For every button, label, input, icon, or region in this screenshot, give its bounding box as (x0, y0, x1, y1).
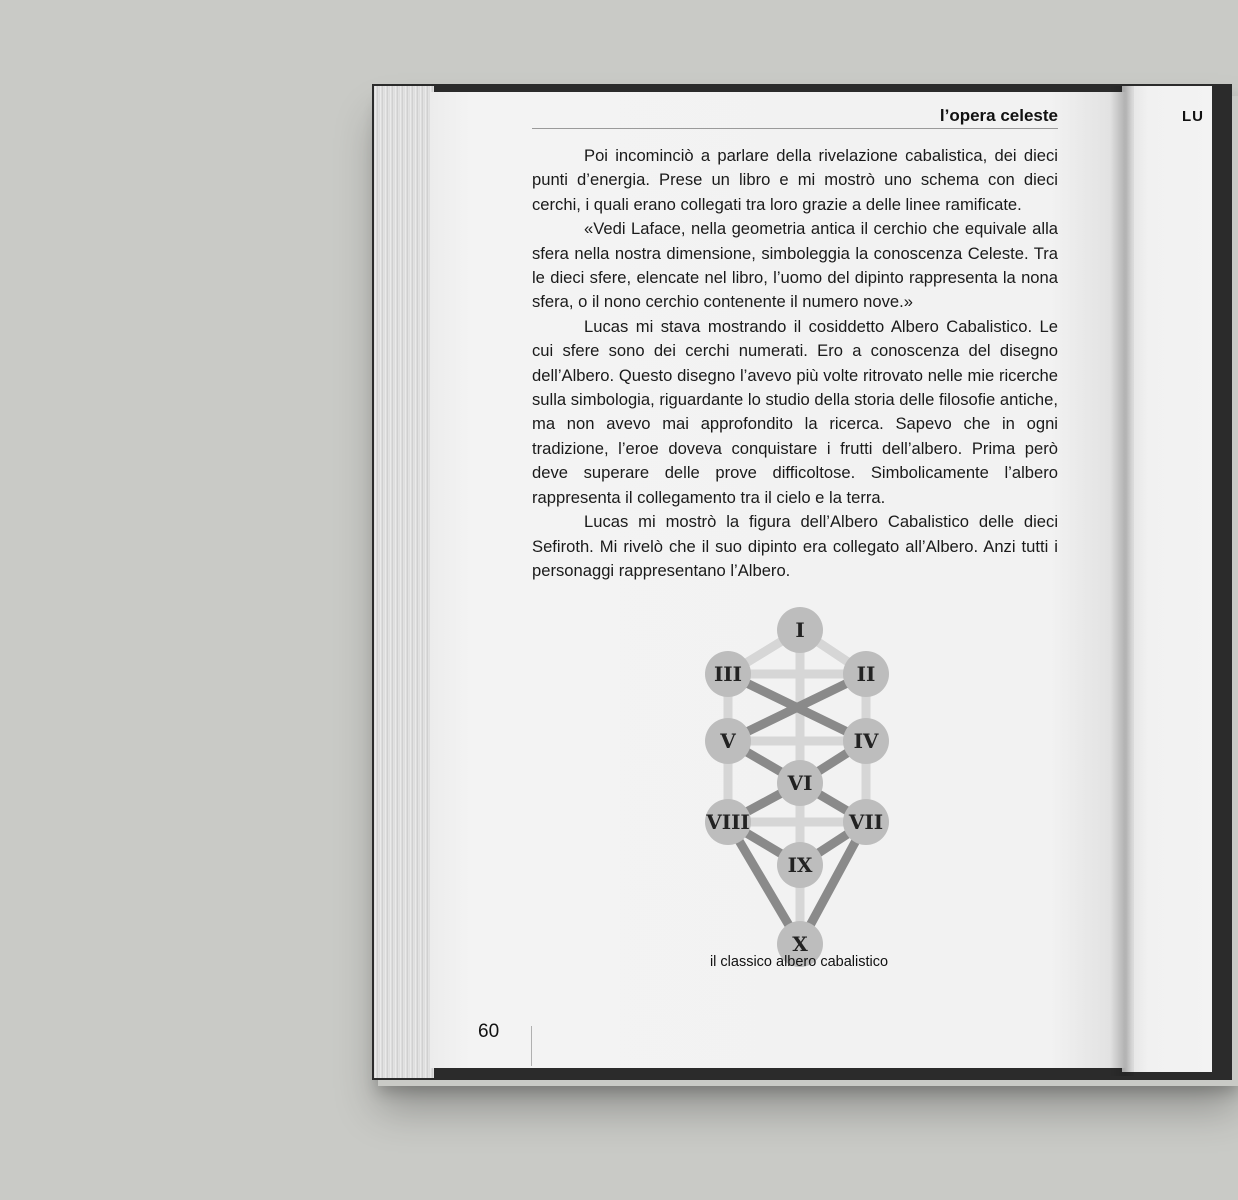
right-page-running-head: LU (1182, 108, 1204, 125)
sefirah-label: III (713, 662, 743, 686)
page-edges (374, 86, 434, 1078)
body-text (532, 144, 1058, 583)
sefirah-node (843, 651, 889, 697)
paragraph: Lucas mi stava mostrando il cosiddetto Albero Cabalistico. Le cui sfere sono dei cerchi numerati. Ero a conoscenza del disegno dell’Albero. Questo disegno l’avevo più volte ritrovato nelle mie ricerche sulla simbologia, riguardante lo studio della storia delle filosofie antiche, ma non avevo mai approfondito la ricerca. Sapevo che in ogni tradizione, l’eroe doveva conquistare i frutti dell’albero. Prima però deve superare delle prove difficoltose. Simbolicamente l’albero rappresenta il collegamento tra il cielo e la terra. (532, 316, 1058, 507)
sefirah-label: II (856, 662, 876, 686)
kabbalah-tree-diagram (690, 600, 910, 980)
sefirah-node (777, 842, 823, 888)
sefirah-node (705, 799, 751, 845)
running-head-rule (532, 128, 1058, 129)
sefirah-node (705, 651, 751, 697)
sefirah-node (843, 799, 889, 845)
folio-rule (531, 1026, 532, 1066)
sefirah-label: I (795, 618, 805, 642)
sefirah-label: IV (853, 729, 879, 753)
sefirah-label: VII (848, 810, 884, 834)
running-head: l’opera celeste (939, 106, 1058, 125)
right-page (1122, 86, 1212, 1072)
book-gutter (1110, 86, 1134, 1076)
paragraph: «Vedi Laface, nella geometria antica il cerchio che equivale alla sfera nella nostra dimensione, simboleggia la conoscenza Celeste. Tra le dieci sfere, elencate nel libro, l’uomo del dipinto rappresenta la nona sfera, o il nono cerchio contenente il numero nove.» (532, 219, 1058, 312)
sefirah-label: V (720, 729, 736, 753)
sefirah-label: IX (787, 853, 813, 877)
sefirah-node (777, 607, 823, 653)
sefirah-node (843, 718, 889, 764)
figure-caption: il classico albero cabalistico (709, 954, 889, 970)
sefirah-label: VI (787, 771, 813, 795)
sefirah-label: VIII (706, 810, 750, 834)
paragraph: Poi incominciò a parlare della rivelazione cabalistica, dei dieci punti d’energia. Prese un libro e mi mostrò uno schema con dieci cerchi, i quali erano collegati tra loro grazie a delle linee ramificate. (532, 146, 1058, 214)
sefirah-label: X (792, 932, 808, 956)
sefirah-node (705, 718, 751, 764)
sefirah-node (777, 760, 823, 806)
paragraph: Lucas mi mostrò la figura dell’Albero Cabalistico delle dieci Sefiroth. Mi rivelò che il suo dipinto era collegato all’Albero. Anzi tutti i personaggi rappresentano l’Albero. (532, 512, 1058, 580)
page-number: 60 (478, 1021, 500, 1042)
